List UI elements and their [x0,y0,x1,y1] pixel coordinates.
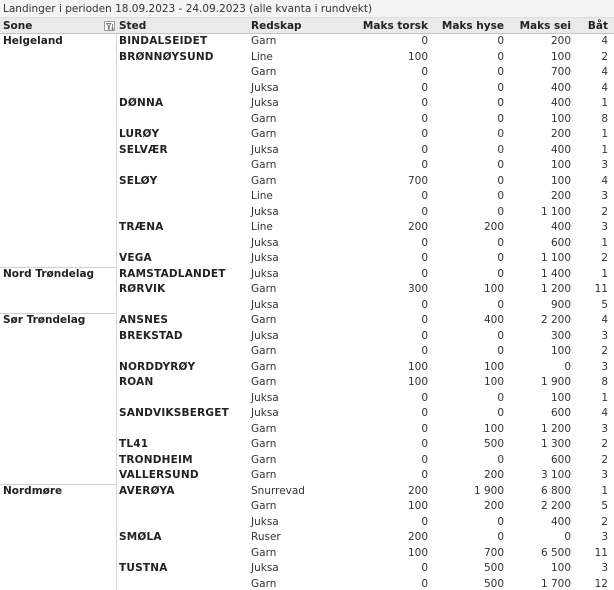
cell-sted: BINDALSEIDET [119,35,208,47]
table-row[interactable] [0,282,614,298]
table-row[interactable] [0,561,614,577]
cell-sted: NORDDYRØY [119,360,196,373]
cell-sei: 0 [564,531,571,543]
table-row[interactable] [0,360,614,376]
cell-torsk: 100 [407,360,428,373]
cell-sted: TUSTNA [119,562,168,574]
table-row[interactable] [0,96,614,112]
cell-torsk: 0 [421,345,428,357]
table-row[interactable] [0,50,614,66]
cell-sei: 6 500 [540,546,571,559]
cell-torsk: 0 [421,159,428,171]
cell-bat: 3 [601,360,608,373]
cell-sted: SELØY [119,174,158,187]
cell-redskap: Garn [251,360,277,373]
cell-sei: 100 [550,345,571,357]
cell-redskap: Juksa [251,515,279,528]
cell-redskap: Line [251,50,273,63]
header-sted[interactable]: Sted [119,20,147,32]
cell-redskap: Juksa [251,329,279,342]
cell-sei: 0 [564,360,571,373]
cell-sted: LURØY [119,128,160,140]
cell-redskap: Garn [251,577,277,590]
cell-torsk: 0 [421,236,428,249]
cell-redskap: Garn [251,453,277,466]
cell-bat: 1 [601,267,608,280]
cell-hyse: 100 [483,283,504,295]
table-row[interactable] [0,344,614,360]
cell-bat: 3 [601,221,608,233]
cell-bat: 1 [601,97,608,109]
cell-sei: 600 [550,236,571,249]
cell-hyse: 0 [497,66,504,78]
cell-hyse: 0 [497,298,504,311]
table-row[interactable] [0,422,614,438]
cell-torsk: 0 [421,422,428,435]
table-row[interactable] [0,205,614,221]
cell-torsk: 0 [421,128,428,140]
cell-redskap: Juksa [251,391,279,404]
cell-bat: 2 [601,515,608,528]
cell-hyse: 200 [483,469,504,481]
cell-sted: VEGA [119,252,152,264]
cell-sei: 200 [550,128,571,140]
cell-sei: 1 300 [540,438,571,450]
cell-redskap: Juksa [251,81,279,94]
cell-sted: ROAN [119,376,154,388]
cell-hyse: 0 [497,112,504,125]
cell-redskap: Garn [251,546,277,559]
cell-sei: 600 [550,407,571,419]
cell-bat: 4 [601,35,608,47]
cell-torsk: 0 [421,112,428,125]
cell-hyse: 500 [483,577,504,590]
cell-hyse: 0 [497,515,504,528]
cell-sei: 400 [550,143,571,156]
cell-hyse: 200 [483,221,504,233]
cell-hyse: 0 [497,81,504,94]
header-bat[interactable]: Båt [587,20,608,32]
table-row[interactable] [0,577,614,590]
zone-separator [0,267,116,268]
table-row[interactable] [0,158,614,174]
cell-hyse: 100 [483,376,504,388]
cell-hyse: 700 [483,546,504,559]
cell-sei: 6 800 [540,484,571,497]
cell-bat: 4 [601,66,608,78]
cell-redskap: Garn [251,314,277,326]
cell-redskap: Juksa [251,562,279,574]
cell-torsk: 0 [421,391,428,404]
cell-hyse: 0 [497,174,504,187]
cell-hyse: 0 [497,205,504,218]
cell-torsk: 700 [407,174,428,187]
table-row[interactable] [0,127,614,143]
cell-torsk: 0 [421,453,428,466]
cell-sei: 1 100 [540,252,571,264]
cell-sted: AVERØYA [119,484,175,497]
cell-sted: TL41 [119,438,149,450]
cell-redskap: Line [251,190,273,202]
cell-bat: 3 [601,190,608,202]
table-row[interactable] [0,468,614,484]
cell-bat: 2 [601,50,608,63]
table-row[interactable] [0,437,614,453]
cell-sei: 100 [550,50,571,63]
cell-hyse: 0 [497,531,504,543]
cell-torsk: 0 [421,252,428,264]
cell-sted: RAMSTADLANDET [119,267,226,280]
cell-sei: 3 100 [540,469,571,481]
cell-redskap: Juksa [251,143,279,156]
cell-sei: 2 200 [540,500,571,512]
cell-sei: 700 [550,66,571,78]
cell-sted: RØRVIK [119,283,166,295]
cell-hyse: 500 [483,562,504,574]
cell-bat: 2 [601,345,608,357]
cell-sted: TRONDHEIM [119,453,193,466]
cell-hyse: 400 [483,314,504,326]
report-title: Landinger i perioden 18.09.2023 - 24.09.2023 (alle kvanta i rundvekt) [0,0,614,18]
cell-bat: 3 [601,422,608,435]
table-row[interactable] [0,453,614,469]
cell-torsk: 0 [421,469,428,481]
table-row[interactable] [0,484,614,500]
cell-sei: 200 [550,190,571,202]
cell-torsk: 100 [407,50,428,63]
cell-hyse: 0 [497,97,504,109]
cell-sei: 100 [550,391,571,404]
cell-redskap: Garn [251,469,277,481]
cell-torsk: 100 [407,500,428,512]
cell-sei: 400 [550,81,571,94]
cell-sted: ANSNES [119,314,169,326]
header-maks-torsk[interactable]: Maks torsk [362,20,428,32]
table-row[interactable] [0,515,614,531]
table-row[interactable] [0,375,614,391]
cell-torsk: 200 [407,484,428,497]
cell-sted: SELVÆR [119,143,168,156]
cell-sei: 100 [550,159,571,171]
cell-bat: 3 [601,329,608,342]
table-row[interactable] [0,189,614,205]
cell-redskap: Garn [251,128,277,140]
cell-hyse: 0 [497,190,504,202]
cell-bat: 2 [601,205,608,218]
cell-sei: 900 [550,298,571,311]
cell-redskap: Ruser [251,531,281,543]
cell-sei: 200 [550,35,571,47]
cell-sei: 100 [550,174,571,187]
cell-hyse: 500 [483,438,504,450]
cell-hyse: 0 [497,329,504,342]
cell-torsk: 0 [421,329,428,342]
cell-torsk: 100 [407,376,428,388]
cell-redskap: Garn [251,66,277,78]
cell-redskap: Garn [251,345,277,357]
cell-torsk: 0 [421,143,428,156]
cell-sei: 300 [550,329,571,342]
cell-bat: 1 [601,143,608,156]
cell-hyse: 0 [497,159,504,171]
cell-bat: 2 [601,252,608,264]
cell-bat: 1 [601,391,608,404]
cell-bat: 4 [601,314,608,326]
cell-torsk: 0 [421,577,428,590]
cell-hyse: 0 [497,407,504,419]
cell-sei: 1 100 [540,205,571,218]
zone-separator [0,313,116,314]
table-row[interactable] [0,546,614,562]
cell-torsk: 300 [407,283,428,295]
cell-bat: 1 [601,484,608,497]
table-row[interactable] [0,391,614,407]
cell-redskap: Snurrevad [251,484,305,497]
cell-bat: 12 [594,577,608,590]
header-maks-hyse[interactable]: Maks hyse [441,20,504,32]
table-row[interactable] [0,174,614,190]
table-row[interactable] [0,65,614,81]
table-row[interactable] [0,406,614,422]
table-row[interactable] [0,329,614,345]
cell-sted: TRÆNA [119,221,164,233]
cell-hyse: 0 [497,267,504,280]
cell-redskap: Garn [251,159,277,171]
cell-torsk: 0 [421,66,428,78]
cell-torsk: 0 [421,267,428,280]
cell-torsk: 0 [421,562,428,574]
cell-hyse: 0 [497,236,504,249]
cell-bat: 8 [601,376,608,388]
table-row[interactable] [0,34,614,50]
cell-torsk: 0 [421,438,428,450]
cell-hyse: 0 [497,50,504,63]
cell-sone: Nordmøre [3,484,63,497]
cell-torsk: 200 [407,531,428,543]
cell-hyse: 0 [497,143,504,156]
cell-sted: VALLERSUND [119,469,199,481]
cell-bat: 3 [601,562,608,574]
table-row[interactable] [0,499,614,515]
cell-redskap: Juksa [251,267,279,280]
cell-sei: 400 [550,97,571,109]
cell-redskap: Garn [251,35,277,47]
cell-bat: 11 [594,283,608,295]
cell-sei: 400 [550,515,571,528]
cell-bat: 4 [601,407,608,419]
cell-redskap: Garn [251,422,277,435]
cell-sted: SANDVIKSBERGET [119,407,229,419]
cell-torsk: 0 [421,97,428,109]
cell-torsk: 0 [421,314,428,326]
cell-sei: 1 200 [540,422,571,435]
cell-torsk: 0 [421,35,428,47]
cell-sei: 2 200 [540,314,571,326]
cell-hyse: 0 [497,453,504,466]
cell-torsk: 0 [421,407,428,419]
cell-bat: 1 [601,128,608,140]
cell-hyse: 200 [483,500,504,512]
cell-redskap: Juksa [251,407,279,419]
cell-bat: 8 [601,112,608,125]
cell-sted: SMØLA [119,531,162,543]
cell-bat: 4 [601,81,608,94]
cell-bat: 3 [601,531,608,543]
header-maks-sei[interactable]: Maks sei [519,20,571,32]
cell-torsk: 0 [421,205,428,218]
cell-redskap: Garn [251,112,277,125]
cell-sei: 1 400 [540,267,571,280]
cell-torsk: 200 [407,221,428,233]
cell-bat: 4 [601,174,608,187]
table-row[interactable] [0,530,614,546]
cell-torsk: 0 [421,515,428,528]
cell-hyse: 0 [497,252,504,264]
table-row[interactable] [0,143,614,159]
cell-sei: 100 [550,562,571,574]
cell-bat: 1 [601,236,608,249]
cell-bat: 2 [601,438,608,450]
cell-redskap: Juksa [251,252,279,264]
cell-torsk: 0 [421,298,428,311]
table-row[interactable] [0,313,614,329]
cell-sone: Helgeland [3,35,63,47]
cell-sei: 100 [550,112,571,125]
cell-sei: 1 900 [540,376,571,388]
filter-icon[interactable] [104,21,115,31]
table-row[interactable] [0,267,614,283]
cell-sted: BREKSTAD [119,329,183,342]
cell-torsk: 0 [421,81,428,94]
cell-bat: 5 [601,298,608,311]
cell-redskap: Juksa [251,205,279,218]
cell-redskap: Garn [251,376,277,388]
cell-hyse: 100 [483,360,504,373]
table-row[interactable] [0,220,614,236]
cell-redskap: Juksa [251,236,279,249]
cell-bat: 3 [601,159,608,171]
data-grid [0,34,614,590]
table-row[interactable] [0,81,614,97]
cell-hyse: 0 [497,345,504,357]
table-row[interactable] [0,112,614,128]
cell-sone: Sør Trøndelag [3,314,86,326]
cell-sei: 1 200 [540,283,571,295]
table-row[interactable] [0,236,614,252]
cell-redskap: Garn [251,500,277,512]
cell-hyse: 0 [497,128,504,140]
cell-sei: 600 [550,453,571,466]
cell-sted: BRØNNØYSUND [119,50,214,63]
zone-separator [0,484,116,485]
cell-sei: 400 [550,221,571,233]
cell-bat: 2 [601,453,608,466]
table-header [0,18,614,34]
table-row[interactable] [0,251,614,267]
cell-redskap: Garn [251,174,277,187]
cell-sted: DØNNA [119,97,164,109]
header-redskap[interactable]: Redskap [251,20,302,32]
cell-torsk: 100 [407,546,428,559]
cell-sei: 1 700 [540,577,571,590]
cell-redskap: Garn [251,438,277,450]
cell-redskap: Line [251,221,273,233]
cell-hyse: 0 [497,391,504,404]
cell-hyse: 100 [483,422,504,435]
cell-redskap: Juksa [251,298,279,311]
cell-redskap: Juksa [251,97,279,109]
cell-sone: Nord Trøndelag [3,267,95,280]
cell-hyse: 0 [497,35,504,47]
cell-bat: 3 [601,469,608,481]
table-row[interactable] [0,298,614,314]
cell-bat: 11 [594,546,608,559]
cell-torsk: 0 [421,190,428,202]
cell-redskap: Garn [251,283,277,295]
cell-hyse: 1 900 [473,484,504,497]
cell-bat: 5 [601,500,608,512]
header-sone[interactable]: Sone [3,20,33,32]
